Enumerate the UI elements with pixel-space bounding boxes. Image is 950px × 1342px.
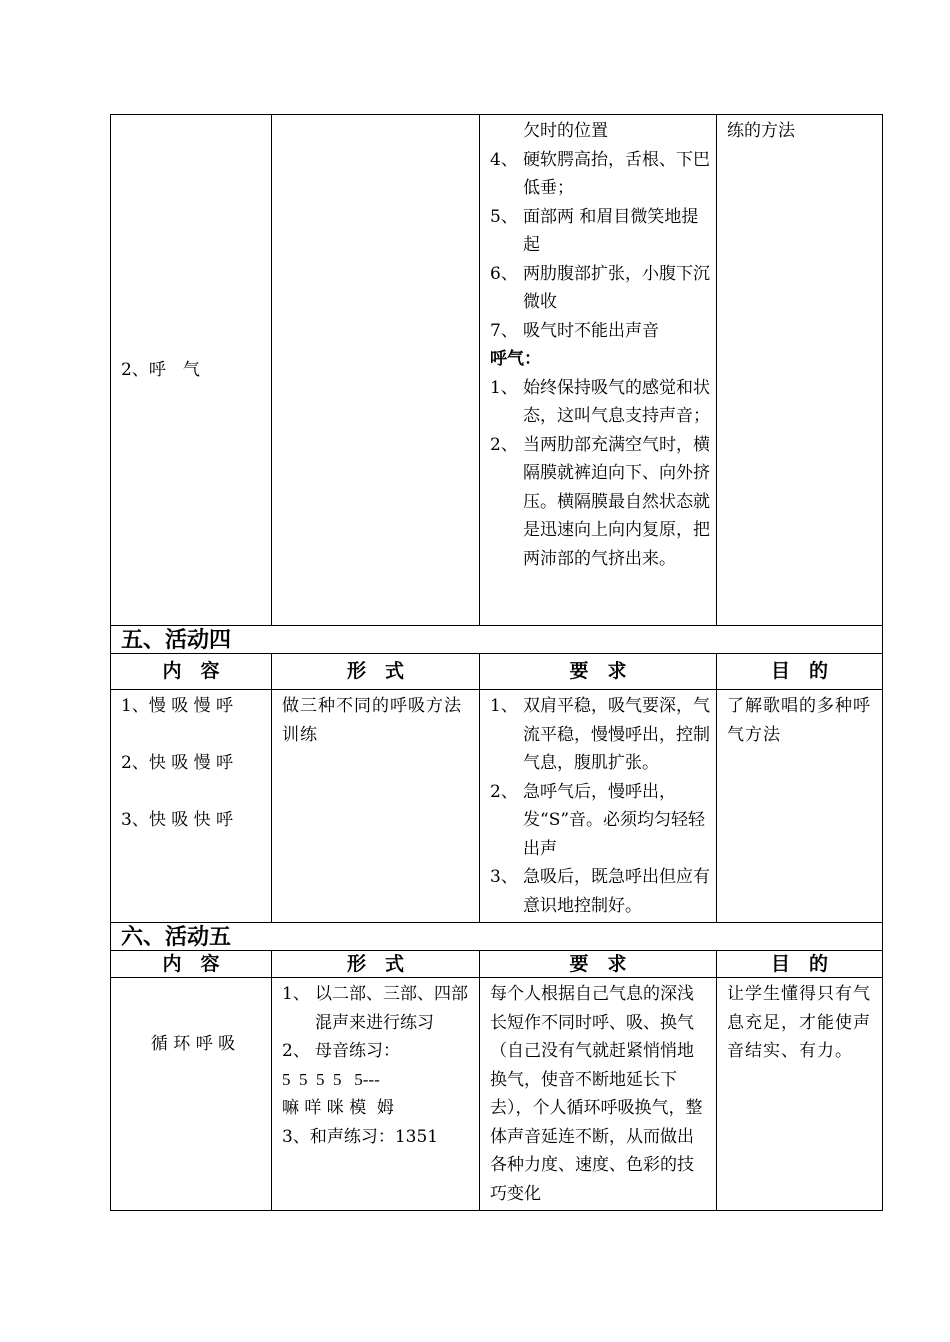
list-item: 2、 急呼气后，慢呼出，发“S”音。必须均匀轻轻出声 xyxy=(490,781,706,859)
activity5-purpose-cell: 让学生懂得只有气息充足，才能使声音结实、有力。 xyxy=(717,978,883,1211)
list-item: 7、 吸气时不能出声音 xyxy=(490,320,659,341)
breathing-row xyxy=(111,115,883,626)
section6-header-row xyxy=(111,951,883,978)
requirements-list xyxy=(490,692,710,920)
continuation-text: 欠时的位置 xyxy=(523,121,608,141)
activity4-form-cell: 做三种不同的呼吸方法训练 xyxy=(272,690,480,923)
activity4-requirements-cell xyxy=(480,690,717,923)
breathing-content-cell xyxy=(111,115,272,626)
inhale-list xyxy=(490,146,710,346)
form-list xyxy=(282,980,473,1066)
breathing-requirements-cell xyxy=(480,115,717,626)
activity5-form-cell xyxy=(272,978,480,1211)
activity5-content-cell xyxy=(111,978,272,1211)
list-item: 1、 以二部、三部、四部混声来进行练习 xyxy=(282,984,468,1033)
list-item: 2、 母音练习： xyxy=(282,1041,400,1061)
list-item: 2、 当两肋部充满空气时，横隔膜就裤迫向下、向外挤压。横隔膜最自然状态就是迅速向上向内复原，把两沛部的气挤出来。 xyxy=(490,434,710,569)
header-content: 内 容 xyxy=(111,951,272,978)
breathing-purpose-cell xyxy=(717,115,883,626)
breathing-form-cell xyxy=(272,115,480,626)
list-item: 1、 始终保持吸气的感觉和状态，这叫气息支持声音； xyxy=(490,377,710,426)
list-item: 5、 面部两 和眉目微笑地提起 xyxy=(490,206,699,255)
header-purpose: 目 的 xyxy=(717,654,883,690)
exhale-label: 2、呼 气 xyxy=(121,359,200,380)
lesson-plan-table xyxy=(110,114,883,1211)
header-form: 形 式 xyxy=(272,951,480,978)
section5-title-row xyxy=(111,626,883,654)
section-title: 五、活动四 xyxy=(111,626,883,654)
exhale-list xyxy=(490,374,710,574)
exhale-heading: 呼气： xyxy=(490,349,541,369)
purpose-text: 练的方法 xyxy=(727,121,795,141)
list-item: 4、 硬软腭高抬，舌根、下巴低垂； xyxy=(490,149,710,198)
header-content: 内 容 xyxy=(111,654,272,690)
section6-title-row xyxy=(111,923,883,951)
header-requirements: 要 求 xyxy=(480,951,717,978)
header-purpose: 目 的 xyxy=(717,951,883,978)
section-title: 六、活动五 xyxy=(111,923,883,951)
section5-header-row xyxy=(111,654,883,690)
content-item: 2、快 吸 慢 呼 xyxy=(121,753,234,773)
list-item: 1、 双肩平稳，吸气要深，气流平稳，慢慢呼出，控制气息，腹肌扩张。 xyxy=(490,696,710,773)
syllables-line: 嘛 咩 咪 模 姆 xyxy=(282,1098,395,1118)
header-requirements: 要 求 xyxy=(480,654,717,690)
activity4-content-cell xyxy=(111,690,272,923)
activity4-purpose-cell: 了解歌唱的多种呼气方法 xyxy=(717,690,883,923)
section5-body-row xyxy=(111,690,883,923)
section6-body-row xyxy=(111,978,883,1211)
activity5-requirements-cell: 每个人根据自己气息的深浅长短作不同时呼、吸、换气（自己没有气就赶紧悄悄地换气，使音不断地延长下去），个人循环呼吸换气，整体声音延连不断，从而做出各种力度、速度、色彩的技巧变化 xyxy=(480,978,717,1211)
notes-line: 5 5 5 5 5--- xyxy=(282,1069,380,1089)
list-item: 6、 两肋腹部扩张，小腹下沉微收 xyxy=(490,263,710,312)
header-form: 形 式 xyxy=(272,654,480,690)
list-item: 3、 急吸后，既急呼出但应有意识地控制好。 xyxy=(490,867,710,916)
content-text: 循 环 呼 吸 xyxy=(150,1034,236,1054)
harmony-line: 3、和声练习：1351 xyxy=(282,1126,439,1147)
content-item: 1、慢 吸 慢 呼 xyxy=(121,696,234,716)
content-item: 3、快 吸 快 呼 xyxy=(121,810,234,830)
